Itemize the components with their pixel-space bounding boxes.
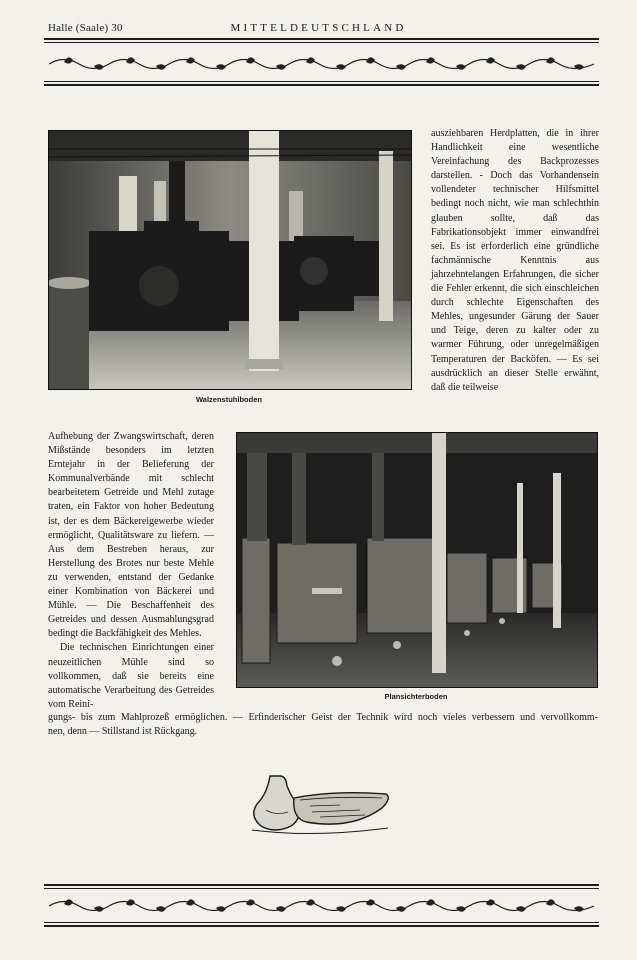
header-rule-bottom-thick [44, 84, 599, 86]
header-rule-top [44, 38, 599, 40]
header-rule-bottom [44, 81, 599, 82]
caption-plansichterboden: Plansichterboden [384, 692, 448, 701]
header-vine-ornament [44, 53, 599, 75]
footer-vine-ornament [44, 895, 599, 917]
page-title: MITTELDEUTSCHLAND [230, 22, 407, 34]
footer-rule-bottom [44, 922, 599, 923]
paragraph: Die technischen Einrichtungen einer neuzeitlichen Mühle sind so vollkommen, daß sie bereits eine automatische Verarbeitung des Getreides vom Reini- [48, 642, 214, 710]
text-line-closing: nen, denn — Stillstand ist Rückgang. [48, 726, 198, 737]
header-rule-top-thin [44, 42, 599, 43]
photo-plansichterboden [236, 432, 598, 688]
text-line-full-width: gungs- bis zum Mahlprozeß ermöglichen. — Erfinderischer Geist der Technik wird noch vieles verbessern und vervollkomm- [48, 712, 598, 723]
caption-walzenstuhlboden: Walzenstuhlboden [196, 395, 262, 404]
bread-bowl-vignette [250, 772, 395, 836]
footer-rule-top [44, 888, 599, 889]
footer-rule-bottom-thick [44, 925, 599, 927]
paragraph: ausziehbaren Herdplatten, die in ihrer Handlichkeit eine wesentliche Vereinfachung des Backprozesses darstellen. - Doch das Vorhandensein vollendeter technischer Hilfsmittel bedingt noch nicht, wie man schlechthin glauben sollte, daß das Fabrikationsobjekt immer einwandfrei sei. Es ist erforderlich eine gründliche fachmännische Kenntnis aus jahrzehntelangen Erfahrungen, die sicher die Fehler erkennt, die sich einschleichen durch schlechte Eigenschaften des Mehles, ungesunder Gärung der Sauer und Teige, deren zu kalter oder zu warmer Führung, oder unregelmäßigen Temperaturen der Backöfen. — Es sei ausdrücklich an dieser Stelle erwähnt, daß die teilweise [431, 128, 599, 393]
paragraph: Aufhebung der Zwangswirtschaft, deren Mißstände besonders im letzten Erntejahr in der Belieferung der Kommunalverbände mit schlecht bearbeitetem Getreide und Mehl zutage traten, ein Faktor von hoher Bedeutung ist, der es dem Bäckereigewerbe wieder ermöglicht, Qualitätsware zu liefern. — Aus dem Bestreben heraus, zur Herstellung des Brotes nur beste Mehle zu verwenden, entstand der Gedanke einer Kombination von Bäckerei und Mühle. — Die Beschaffenheit des Getreides und dessen Ausmahlungsgrad bedingt die Backfähigkeit des Mehles. [48, 431, 214, 640]
page-reference: Halle (Saale) 30 [48, 22, 123, 34]
photo-walzenstuhlboden [48, 130, 412, 390]
text-column-right [431, 127, 599, 395]
footer-rule-top-thick [44, 884, 599, 886]
text-column-left [48, 430, 214, 712]
